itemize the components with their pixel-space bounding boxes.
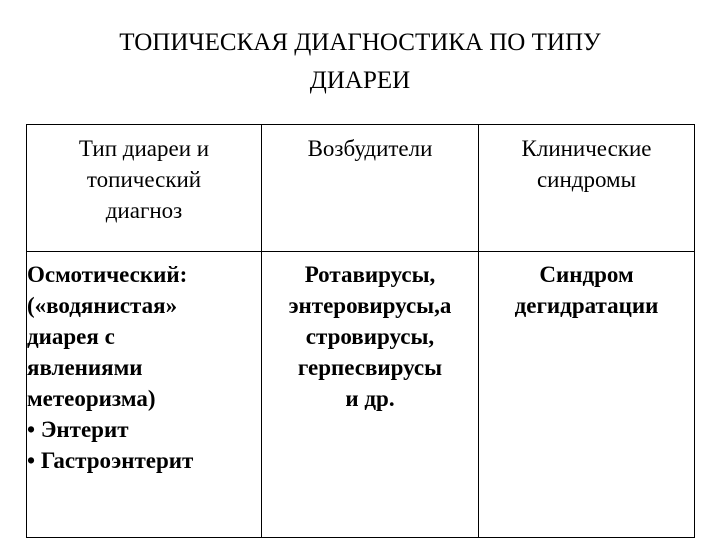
cell-pathogens	[262, 252, 479, 538]
header-pathogens	[262, 125, 479, 252]
pathogens-line: стровирусы,	[305, 324, 435, 349]
page-title-line-1: ТОПИЧЕСКАЯ ДИАГНОСТИКА ПО ТИПУ	[119, 29, 601, 56]
diarrhea-type-line: («водянистая»	[27, 293, 178, 318]
syndrome-line: дегидратации	[514, 293, 659, 318]
header-diarrhea-type-line: топический	[86, 167, 202, 192]
header-clinical-syndromes	[479, 125, 695, 252]
diarrhea-type-line: явлениями	[27, 355, 143, 380]
cell-diarrhea-type	[27, 252, 262, 538]
page-title	[0, 24, 720, 100]
diarrhea-type-line: диарея с	[27, 324, 115, 349]
pathogens-line: энтеровирусы,а	[288, 293, 452, 318]
pathogens-line: и др.	[345, 386, 395, 411]
pathogens-line: Ротавирусы,	[304, 262, 436, 287]
diarrhea-type-line: Осмотический:	[27, 262, 188, 287]
cell-clinical-syndrome	[479, 252, 695, 538]
header-clinical-syndromes-line: синдромы	[536, 167, 637, 192]
header-diarrhea-type-line: Тип диареи и	[78, 136, 210, 161]
header-diarrhea-type-line: диагноз	[105, 198, 183, 223]
diagnosis-list-item: • Энтерит	[27, 414, 261, 445]
diarrhea-type-line: метеоризма)	[27, 386, 156, 411]
pathogens-line: герпесвирусы	[297, 355, 443, 380]
syndrome-line: Синдром	[539, 262, 634, 287]
diagnostics-table	[26, 124, 695, 538]
table-row	[27, 252, 695, 538]
diagnosis-list-item: • Гастроэнтерит	[27, 445, 261, 476]
page-title-line-2: ДИАРЕИ	[309, 67, 411, 94]
header-pathogens-line: Возбудители	[307, 136, 433, 161]
table-header-row	[27, 125, 695, 252]
header-clinical-syndromes-line: Клинические	[521, 136, 652, 161]
header-diarrhea-type	[27, 125, 262, 252]
